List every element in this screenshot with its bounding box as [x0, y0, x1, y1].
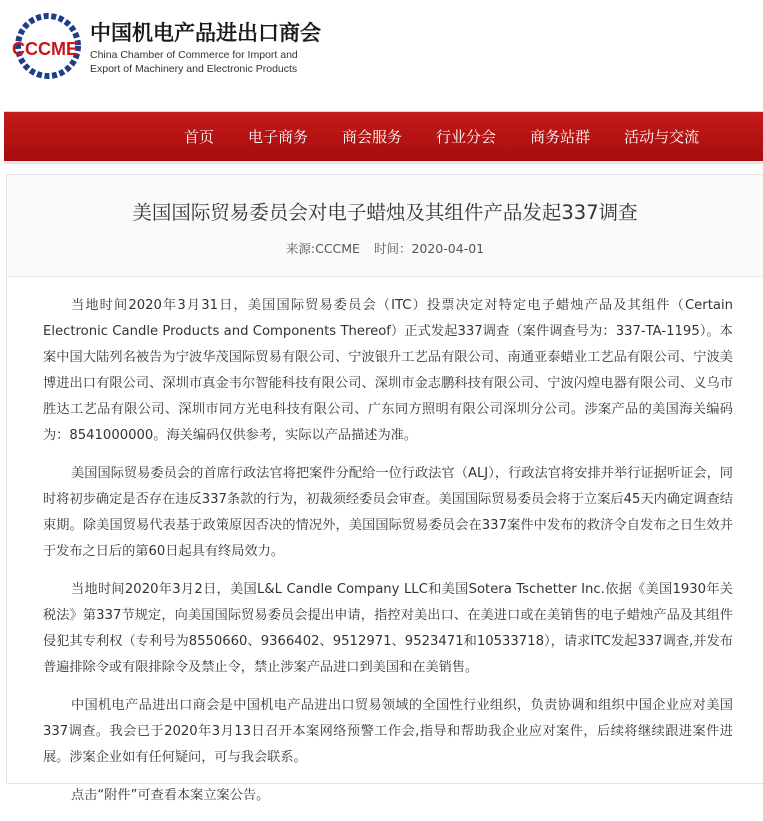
nav-item-home[interactable]: 首页: [184, 128, 215, 146]
article-paragraph: 中国机电产品进出口商会是中国机电产品进出口贸易领域的全国性行业组织，负责协调和组织中国企业应对美国337调查。我会已于2020年3月13日召开本案网络预警工作会,指导和帮助我企业应对案件，后续将继续跟进案件进展。涉案企业如有任何疑问，可与我会联系。: [43, 698, 733, 765]
nav-item-ecommerce[interactable]: 电子商务: [248, 128, 309, 146]
nav-item-events[interactable]: 活动与交流: [624, 128, 700, 146]
site-header: [0, 0, 763, 104]
article-time: 时间：2020-04-01: [373, 241, 485, 256]
article-header: [7, 175, 763, 277]
nav-item-industry-branches[interactable]: 行业分会: [436, 128, 497, 146]
nav-item-chamber-services[interactable]: 商会服务: [342, 128, 403, 146]
main-nav: [4, 111, 763, 161]
article-source: 来源:CCCME: [285, 241, 360, 256]
cccme-logo[interactable]: [6, 12, 84, 80]
article-body: [43, 293, 733, 821]
nav-item-business-sites[interactable]: 商务站群: [530, 128, 591, 146]
article: [6, 174, 763, 803]
org-name-cn: 中国机电产品进出口商会: [90, 21, 321, 45]
article-paragraph: 当地时间2020年3月2日，美国L&L Candle Company LLC和美国Sotera Tschetter Inc.依据《美国1930年关税法》第337节规定，向美国国际贸易委员会提出申请，指控对美出口、在美进口或在美销售的电子蜡烛产品及其组件侵犯其专利权（专利号为8550660、9366402、9512971、9523471和10533718），请求ITC发起337调查,并发布普遍排除令或有限排除令及禁止令，禁止涉案产品进口到美国和在美销售。: [43, 582, 733, 675]
article-title: 美国国际贸易委员会对电子蜡烛及其组件产品发起337调查: [132, 201, 638, 224]
article-paragraph: 当地时间2020年3月31日，美国国际贸易委员会（ITC）投票决定对特定电子蜡烛产品及其组件（Certain Electronic Candle Products and Components Thereof）正式发起337调查（案件调查号为：337-TA-1195）。本案中国大陆列名被告为宁波华茂国际贸易有限公司、宁波银升工艺品有限公司、南通亚泰蜡业工艺品有限公司、宁波美博进出口有限公司、深圳市真金韦尔智能科技有限公司、深圳市金志鹏科技有限公司、宁波闪煌电器有限公司、义乌市胜达工艺品有限公司、深圳市同方光电科技有限公司、广东同方照明有限公司深圳分公司。涉案产品的美国海关编码为：8541000000。海关编码仅供参考，实际以产品描述为准。: [43, 298, 733, 443]
org-name-en-line2: Export of Machinery and Electronic Products: [90, 63, 298, 75]
org-name-en-line1: China Chamber of Commerce for Import and: [90, 49, 298, 61]
article-paragraph: 美国国际贸易委员会的首席行政法官将把案件分配给一位行政法官（ALJ），行政法官将安排并举行证据听证会，同时将初步确定是否存在违反337条款的行为，初裁须经委员会审查。美国国际贸易委员会将于立案后45天内确定调查结束期。除美国贸易代表基于政策原因否决的情况外，美国国际贸易委员会在337案件中发布的救济令自发布之日生效并于发布之日后的第60日起具有终局效力。: [43, 466, 733, 559]
org-name-en: [90, 48, 298, 76]
article-meta: [7, 239, 763, 257]
article-paragraph: 点击“附件”可查看本案立案公告。: [71, 788, 270, 803]
svg-text:CCCME: CCCME: [12, 39, 78, 59]
